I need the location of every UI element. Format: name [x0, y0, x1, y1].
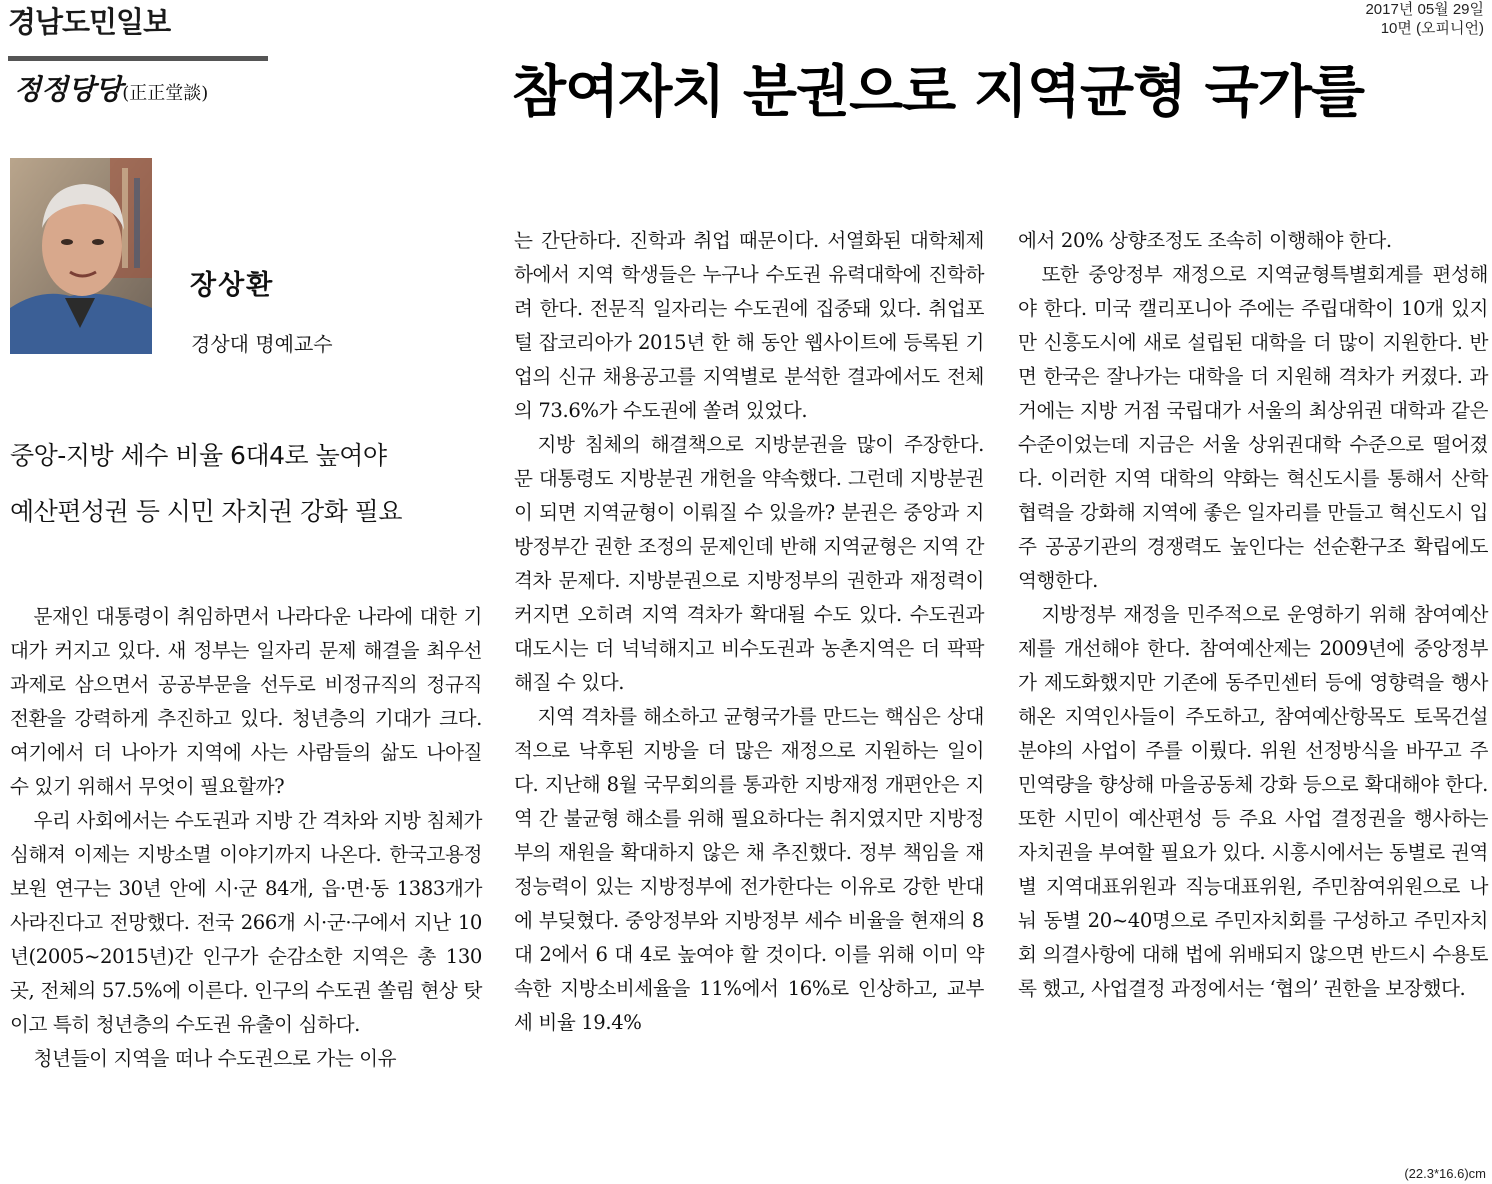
column-name: [14, 68, 208, 108]
body-paragraph: 또한 중앙정부 재정으로 지역균형특별회계를 편성해야 한다. 미국 캘리포니아 주에는 주립대학이 10개 있지만 신흥도시에 새로 설립된 대학을 더 많이 지원한다. 반면 한국은 잘나가는 대학을 더 지원해 격차가 커졌다. 과거에는 지방 거점 국립대가 서울의 최상위권 대학과 같은 수준이었는데 지금은 서울 상위권대학 수준으로 떨어졌다. 이러한 지역 대학의 약화는 혁신도시를 통해서 산학협력을 강화해 지역에 좋은 일자리를 만들고 혁신도시 입주 공공기관의 경쟁력도 높인다는 선순환구조 확립에도 역행한다.: [1018, 263, 1488, 592]
subheadline: 중앙-지방 세수 비율 6대4로 높여야: [10, 441, 387, 470]
page-section: 10면 (오피니언): [1380, 20, 1484, 37]
body-column-3: [1018, 224, 1488, 1006]
body-paragraph-continued: 에서 20% 상향조정도 조속히 이행해야 한다.: [1018, 229, 1392, 252]
body-paragraph: 지방정부 재정을 민주적으로 운영하기 위해 참여예산제를 개선해야 한다. 참여예산제는 2009년에 중앙정부가 제도화했지만 기존에 동주민센터 등에 영향력을 행사해온 지역인사들이 주도하고, 참여예산항목도 토목건설 분야의 사업이 주를 이뤘다. 위원 선정방식을 바꾸고 주민역량을 향상해 마을공동체 강화 등으로 확대해야 한다. 또한 시민이 예산편성 등 주요 사업 결정권을 행사하는 자치권을 부여할 필요가 있다. 시흥시에서는 동별로 권역별 지역대표위원과 직능대표위원, 주민참여위원으로 나눠 동별 20~40명으로 주민자치회를 구성하고 주민자치회 의결사항에 대해 법에 위배되지 않으면 반드시 수용토록 했고, 사업결정 과정에서는 ‘협의’ 권한을 보장했다.: [1018, 603, 1488, 1000]
body-paragraph: 지방 침체의 해결책으로 지방분권을 많이 주장한다. 문 대통령도 지방분권 개헌을 약속했다. 그런데 지방분권이 되면 지역균형이 이뤄질 수 있을까? 분권은 중앙과 지방정부간 권한 조정의 문제인데 반해 지역균형은 지역 간 격차 문제다. 지방분권으로 지방정부의 권한과 재정력이 커지면 오히려 지역 격차가 확대될 수도 있다. 수도권과 대도시는 더 넉넉해지고 비수도권과 농촌지역은 더 팍팍해질 수 있다.: [514, 433, 984, 694]
author-photo: [10, 158, 152, 354]
author-title: 경상대 명예교수: [191, 332, 333, 356]
body-column-2: [514, 224, 984, 1040]
newspaper-masthead: 경남도민일보: [8, 5, 171, 39]
subheadlines: [10, 428, 490, 540]
author-name: 장상환: [190, 270, 275, 301]
body-paragraph: 우리 사회에서는 수도권과 지방 간 격차와 지방 침체가 심해져 이제는 지방소멸 이야기까지 나온다. 한국고용정보원 연구는 30년 안에 시·군 84개, 읍·면·동 1383개가 사라진다고 전망했다. 전국 266개 시·군·구에서 지난 10년(2005~2015년)간 인구가 순감소한 지역은 총 130곳, 전체의 57.5%에 이른다. 인구의 수도권 쏠림 현상 탓이고 특히 청년층의 수도권 유출이 심하다.: [10, 809, 482, 1036]
body-paragraph-continued: 는 간단하다. 진학과 취업 때문이다. 서열화된 대학체제하에서 지역 학생들은 누구나 수도권 유력대학에 진학하려 한다. 전문직 일자리는 수도권에 집중돼 있다. 취업포털 잡코리아가 2015년 한 해 동안 웹사이트에 등록된 기업의 신규 채용공고를 지역별로 분석한 결과에서도 전체의 73.6%가 수도권에 쏠려 있었다.: [514, 229, 984, 422]
article-headline: 참여자치 분권으로 지역균형 국가를: [512, 60, 1364, 125]
column-name-hanja: (正正堂談): [122, 83, 209, 104]
subheadline: 예산편성권 등 시민 자치권 강화 필요: [10, 497, 402, 526]
column-name-hangul: 정정당당: [14, 73, 123, 106]
clipping-size: (22.3*16.6)cm: [1404, 1166, 1486, 1181]
body-paragraph: 문재인 대통령이 취임하면서 나라다운 나라에 대한 기대가 커지고 있다. 새 정부는 일자리 문제 해결을 최우선 과제로 삼으면서 공공부문을 선두로 비정규직의 정규직 전환을 강력하게 추진하고 있다. 청년층의 기대가 크다. 여기에서 더 나아가 지역에 사는 사람들의 삶도 나아질 수 있기 위해서 무엇이 필요할까?: [10, 605, 482, 798]
body-paragraph: 지역 격차를 해소하고 균형국가를 만드는 핵심은 상대적으로 낙후된 지방을 더 많은 재정으로 지원하는 일이다. 지난해 8월 국무회의를 통과한 지방재정 개편안은 지역 간 불균형 해소를 위해 필요하다는 취지였지만 지방정부의 재원을 확대하지 않은 채 추진했다. 정부 책임을 재정능력이 있는 지방정부에 전가한다는 이유로 강한 반대에 부딪혔다. 중앙정부와 지방정부 세수 비율을 현재의 8 대 2에서 6 대 4로 높여야 할 것이다. 이를 위해 이미 약속한 지방소비세율을 11%에서 16%로 인상하고, 교부세 비율 19.4%: [514, 705, 984, 1034]
body-column-1: [10, 600, 482, 1076]
body-paragraph: 청년들이 지역을 떠나 수도권으로 가는 이유: [33, 1047, 397, 1070]
publication-date: 2017년 05월 29일: [1365, 1, 1484, 18]
column-rule: [8, 56, 268, 61]
publication-meta: [1365, 0, 1484, 38]
